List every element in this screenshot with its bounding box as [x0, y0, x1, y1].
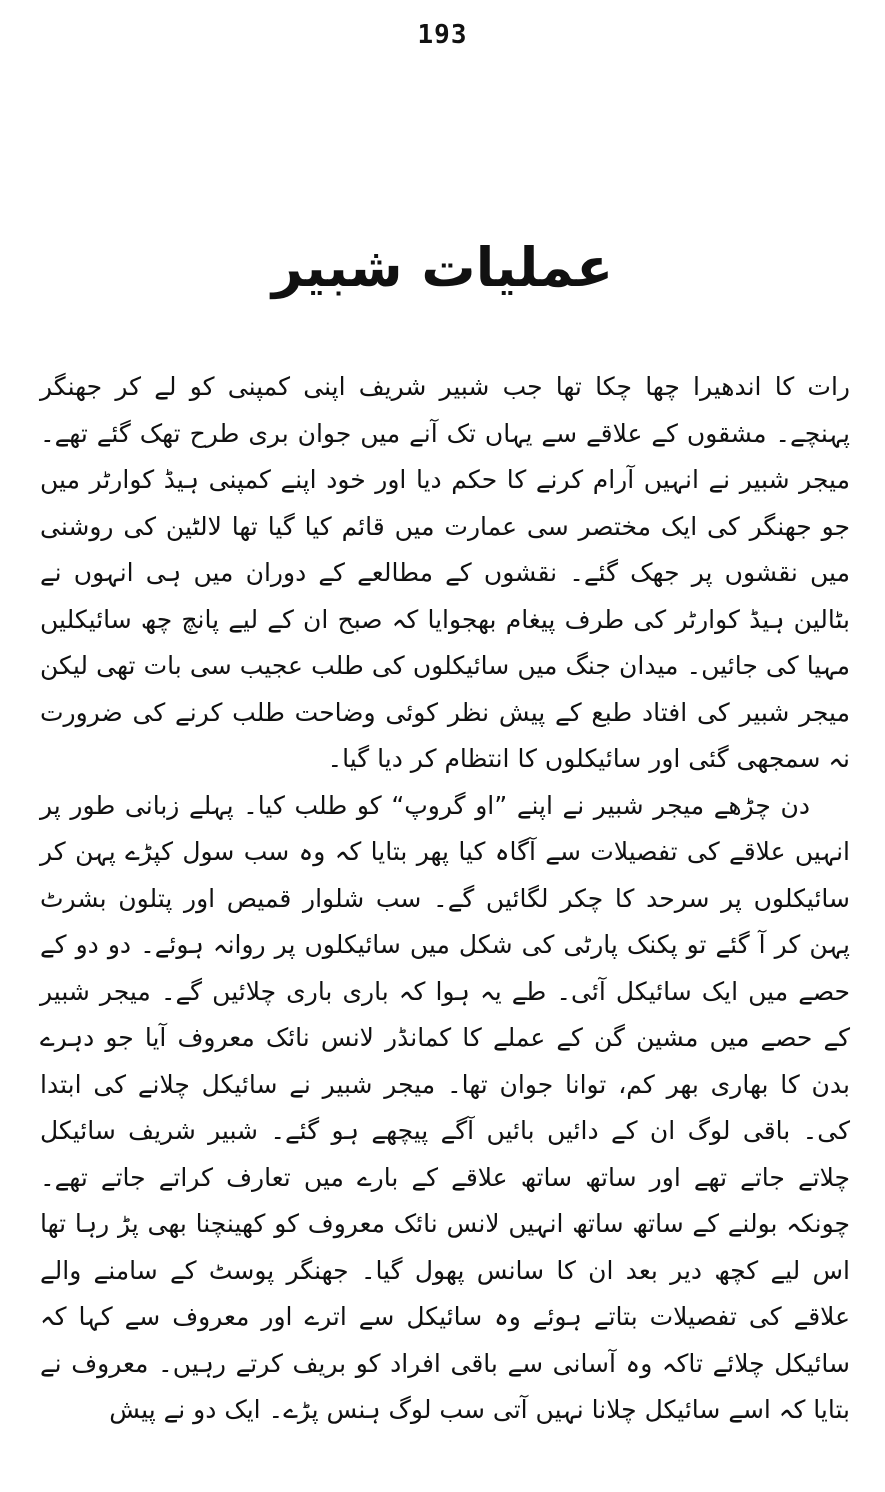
paragraph: دن چڑھے میجر شبیر نے اپنے ”او گروپ“ کو طلب کیا۔ پہلے زبانی طور پر انہیں علاقے کی تفصیلات سے آگاہ کیا پھر بتایا کہ وہ سب سول کپڑے پہن کر سائیکلوں پر سرحد کا چکر لگائیں گے۔ سب شلوار قمیص اور پتلون بشرٹ پہن کر آ گئے تو پکنک پارٹی کی شکل میں سائیکلوں پر روانہ ہوئے۔ دو دو کے حصے میں ایک سائیکل آئی۔ طے یہ ہوا کہ باری باری چلائیں گے۔ میجر شبیر کے حصے میں مشین گن کے عملے کا کمانڈر لانس نائک معروف آیا جو دہرے بدن کا بھاری بھر کم، توانا جوان تھا۔ میجر شبیر نے سائیکل چلانے کی ابتدا کی۔ باقی لوگ ان کے دائیں بائیں آگے پیچھے ہو گئے۔ شبیر شریف سائیکل چلاتے جاتے تھے اور ساتھ ساتھ علاقے کے بارے میں تعارف کراتے جاتے تھے۔ چونکہ بولنے کے ساتھ ساتھ انہیں لانس نائک معروف کو کھینچنا بھی پڑ رہا تھا اس لیے کچھ دیر بعد ان کا سانس پھول گیا۔ جھنگر پوسٹ کے سامنے والے علاقے کی تفصیلات بتاتے ہوئے وہ سائیکل سے اترے اور معروف سے کہا کہ سائیکل چلائے تاکہ وہ آسانی سے باقی افراد کو بریف کرتے رہیں۔ معروف نے بتایا کہ اسے سائیکل چلانا نہیں آتی سب لوگ ہنس پڑے۔ ایک دو نے پیش — [40, 790, 850, 1424]
body-text — [40, 364, 850, 1434]
chapter-title: عملیات شبیر — [271, 236, 614, 299]
paragraph: رات کا اندھیرا چھا چکا تھا جب شبیر شریف اپنی کمپنی کو لے کر جھنگر پہنچے۔ مشقوں کے علاقے سے یہاں تک آنے میں جوان بری طرح تھک گئے تھے۔ میجر شبیر نے انہیں آرام کرنے کا حکم دیا اور خود اپنے کمپنی ہیڈ کوارٹر میں جو جھنگر کی ایک مختصر سی عمارت میں قائم کیا گیا تھا لالٹین کی روشنی میں نقشوں پر جھک گئے۔ نقشوں کے مطالعے کے دوران میں ہی انہوں نے بٹالین ہیڈ کوارٹر کی طرف پیغام بھجوایا کہ صبح ان کے لیے پانچ چھ سائیکلیں مہیا کی جائیں۔ میدان جنگ میں سائیکلوں کی طلب عجیب سی بات تھی لیکن میجر شبیر کی افتاد طبع کے پیش نظر کوئی وضاحت طلب کرنے کی ضرورت نہ سمجھی گئی اور سائیکلوں کا انتظام کر دیا گیا۔ — [40, 372, 850, 773]
page-number: 193 — [417, 20, 468, 50]
